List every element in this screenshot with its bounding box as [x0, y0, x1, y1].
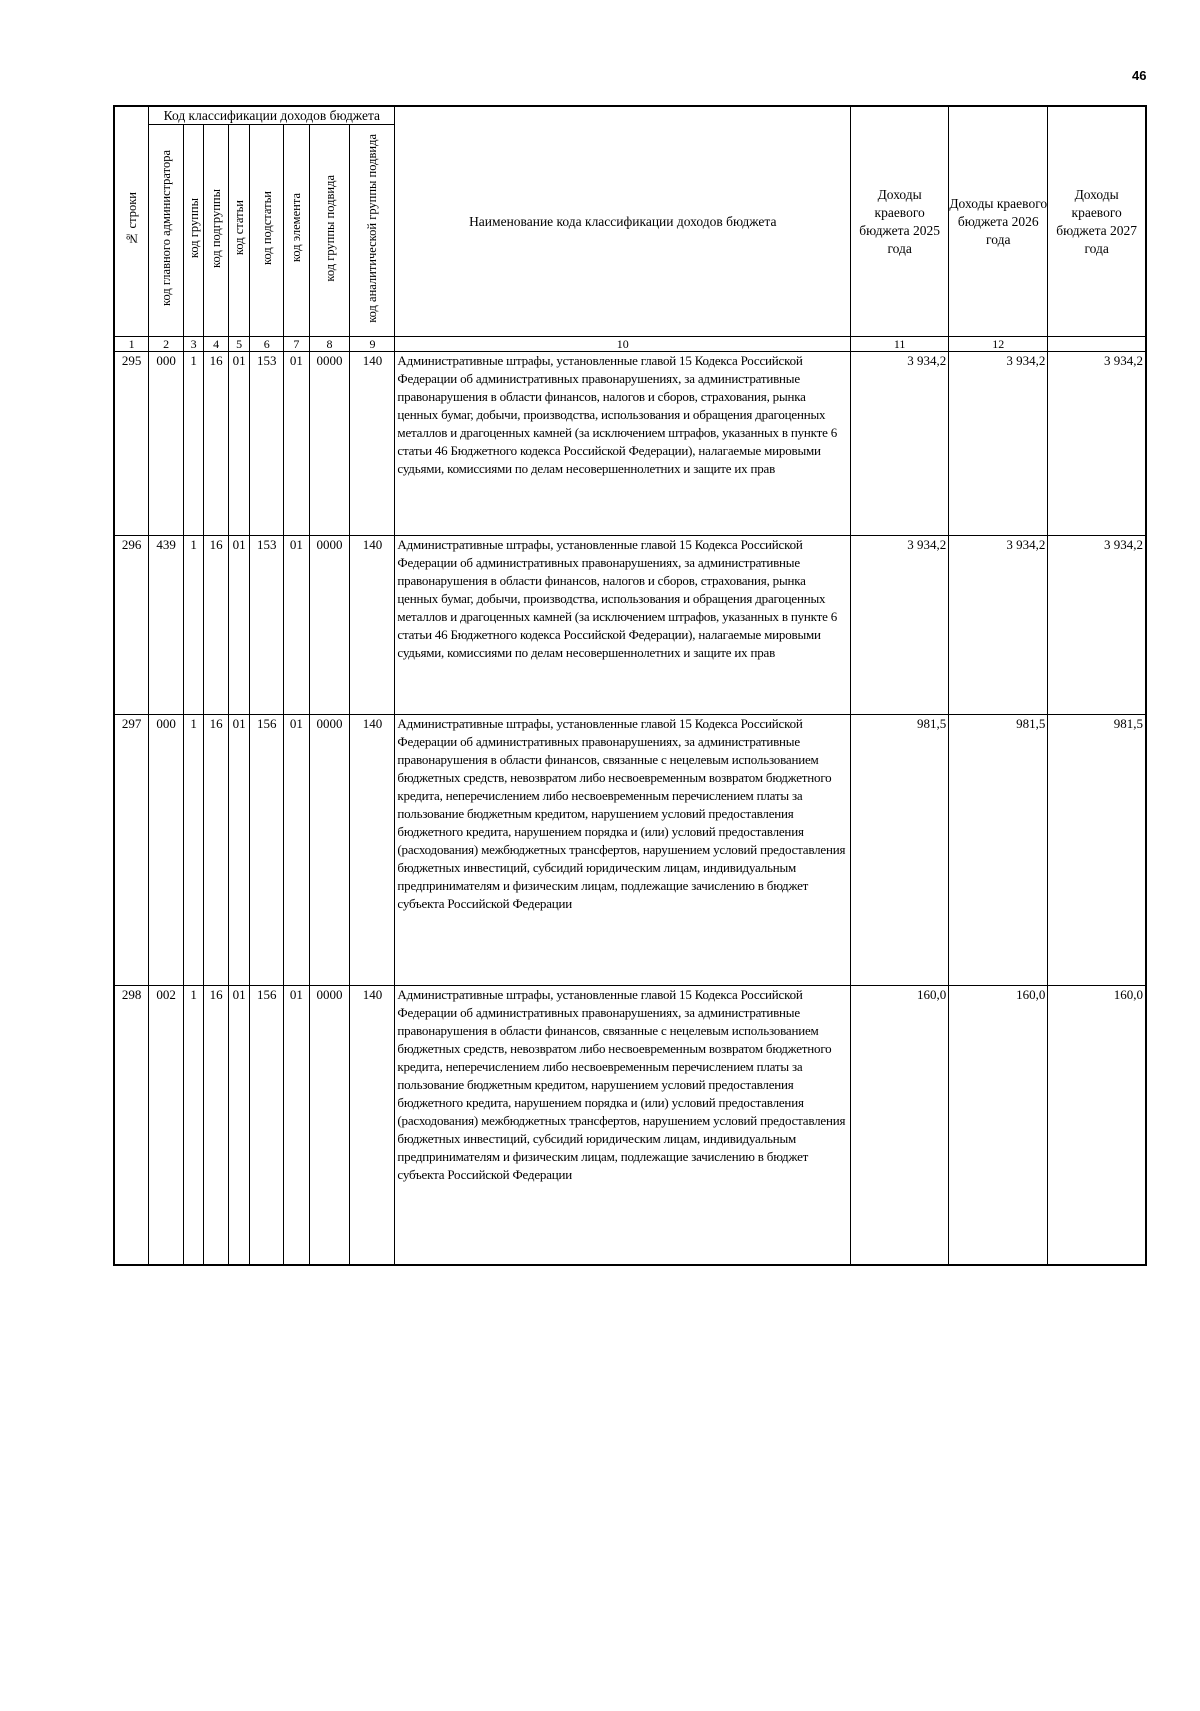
income-2026-value: 981,5: [949, 715, 1048, 986]
income-name: Административные штрафы, установленные главой 15 Кодекса Российской Федерации об административных правонарушениях, за административные правонарушения в области финансов, связанные с нецелевым использованием бюджетных средств, невозвратом либо несвоевременным возвратом бюджетного кредита, неперечислением либо несвоевременным перечислением платы за пользование бюджетным кредитом, нарушением условий предоставления бюджетного кредита, нарушением порядка и (или) условий предоставления (расходования) межбюджетных трансфертов, нарушением условий предоставления бюджетных инвестиций, субсидий юридическим лицам, индивидуальным предпринимателям и физическим лицам, подлежащие зачислению в бюджет субъекта Российской Федерации: [395, 986, 851, 1266]
row-number: 295: [114, 352, 149, 536]
subtype-group-code: 0000: [309, 715, 350, 986]
analytic-group-code: 140: [350, 352, 395, 536]
income-2027-value: 3 934,2: [1048, 352, 1146, 536]
admin-code: 439: [149, 536, 184, 715]
analytic-group-code: 140: [350, 715, 395, 986]
column-number: 2: [149, 337, 184, 352]
column-number: 5: [228, 337, 249, 352]
element-code: 01: [284, 536, 310, 715]
column-number: 4: [204, 337, 229, 352]
income-name: Административные штрафы, установленные главой 15 Кодекса Российской Федерации об административных правонарушениях, за административные правонарушения в области финансов, налогов и сборов, страхования, рынка ценных бумаг, добычи, производства, использования и обращения драгоценных металлов и драгоценных камней (за исключением штрафов, указанных в пункте 6 статьи 46 Бюджетного кодекса Российской Федерации), налагаемые мировыми судьями, комиссиями по делам несовершеннолетних и защите их прав: [395, 536, 851, 715]
code-column-header-label: код аналитической группы подвида: [365, 133, 380, 323]
income-2027-header: Доходы краевого бюджета 2027 года: [1048, 106, 1146, 337]
income-2025-value: 160,0: [851, 986, 949, 1266]
column-number: 1: [114, 337, 149, 352]
group-code: 1: [183, 536, 203, 715]
code-column-header-label: код группы: [186, 197, 201, 259]
code-column-header-label: код статьи: [232, 200, 247, 256]
name-column-header: Наименование кода классификации доходов бюджета: [395, 106, 851, 337]
row-number: 297: [114, 715, 149, 986]
admin-code: 002: [149, 986, 184, 1266]
subtype-group-code: 0000: [309, 986, 350, 1266]
article-code: 01: [228, 352, 249, 536]
subgroup-code: 16: [204, 536, 229, 715]
row-number-header-label: № строки: [124, 192, 139, 246]
table-row: [114, 536, 1146, 715]
subgroup-code: 16: [204, 715, 229, 986]
element-code: 01: [284, 352, 310, 536]
table-row: [114, 352, 1146, 536]
column-number-row: [114, 337, 1146, 352]
income-2026-value: 3 934,2: [949, 352, 1048, 536]
column-number: 11: [851, 337, 949, 352]
column-number: 8: [309, 337, 350, 352]
income-2027-value: 3 934,2: [1048, 536, 1146, 715]
code-column-header-label: код подстатьи: [259, 191, 274, 265]
income-2026-value: 160,0: [949, 986, 1048, 1266]
income-name: Административные штрафы, установленные главой 15 Кодекса Российской Федерации об административных правонарушениях, за административные правонарушения в области финансов, налогов и сборов, страхования, рынка ценных бумаг, добычи, производства, использования и обращения драгоценных металлов и драгоценных камней (за исключением штрафов, указанных в пункте 6 статьи 46 Бюджетного кодекса Российской Федерации), налагаемые мировыми судьями, комиссиями по делам несовершеннолетних и защите их прав: [395, 352, 851, 536]
column-number: 3: [183, 337, 203, 352]
code-column-header: [183, 125, 203, 337]
article-code: 01: [228, 986, 249, 1266]
column-number: 9: [350, 337, 395, 352]
row-number: 298: [114, 986, 149, 1266]
income-2025-value: 3 934,2: [851, 352, 949, 536]
analytic-group-code: 140: [350, 536, 395, 715]
group-code: 1: [183, 986, 203, 1266]
article-code: 01: [228, 536, 249, 715]
column-number: 6: [250, 337, 284, 352]
admin-code: 000: [149, 715, 184, 986]
element-code: 01: [284, 986, 310, 1266]
code-column-header: [228, 125, 249, 337]
element-code: 01: [284, 715, 310, 986]
code-column-header: [284, 125, 310, 337]
code-column-header-label: код элемента: [289, 193, 304, 263]
income-2025-value: 3 934,2: [851, 536, 949, 715]
income-2025-value: 981,5: [851, 715, 949, 986]
admin-code: 000: [149, 352, 184, 536]
subgroup-code: 16: [204, 986, 229, 1266]
code-column-header-label: код главного администратора: [159, 150, 174, 306]
income-classification-table: [113, 105, 1147, 1266]
analytic-group-code: 140: [350, 986, 395, 1266]
code-column-header-label: код подгруппы: [209, 188, 224, 268]
subarticle-code: 156: [250, 715, 284, 986]
column-number: 12: [949, 337, 1048, 352]
code-column-header: [350, 125, 395, 337]
subtype-group-code: 0000: [309, 352, 350, 536]
classification-code-group-header: Код классификации доходов бюджета: [149, 106, 395, 125]
income-2027-value: 160,0: [1048, 986, 1146, 1266]
code-column-header: [204, 125, 229, 337]
subarticle-code: 153: [250, 352, 284, 536]
table-row: [114, 986, 1146, 1266]
income-2025-header: Доходы краевого бюджета 2025 года: [851, 106, 949, 337]
code-column-header: [309, 125, 350, 337]
income-2026-value: 3 934,2: [949, 536, 1048, 715]
column-number: 10: [395, 337, 851, 352]
group-code: 1: [183, 352, 203, 536]
subgroup-code: 16: [204, 352, 229, 536]
subarticle-code: 153: [250, 536, 284, 715]
article-code: 01: [228, 715, 249, 986]
subtype-group-code: 0000: [309, 536, 350, 715]
page-number: 46: [1132, 68, 1147, 83]
row-number-header: [114, 106, 149, 337]
column-number: 7: [284, 337, 310, 352]
subarticle-code: 156: [250, 986, 284, 1266]
row-number: 296: [114, 536, 149, 715]
income-2027-value: 981,5: [1048, 715, 1146, 986]
code-column-header: [149, 125, 184, 337]
code-column-header-label: код группы подвида: [322, 174, 337, 282]
table-row: [114, 715, 1146, 986]
code-column-header: [250, 125, 284, 337]
income-2026-header: Доходы краевого бюджета 2026 года: [949, 106, 1048, 337]
group-code: 1: [183, 715, 203, 986]
income-name: Административные штрафы, установленные главой 15 Кодекса Российской Федерации об административных правонарушениях, за административные правонарушения в области финансов, связанные с нецелевым использованием бюджетных средств, невозвратом либо несвоевременным возвратом бюджетного кредита, неперечислением либо несвоевременным перечислением платы за пользование бюджетным кредитом, нарушением условий предоставления бюджетного кредита, нарушением порядка и (или) условий предоставления (расходования) межбюджетных трансфертов, нарушением условий предоставления бюджетных инвестиций, субсидий юридическим лицам, индивидуальным предпринимателям и физическим лицам, подлежащие зачислению в бюджет субъекта Российской Федерации: [395, 715, 851, 986]
